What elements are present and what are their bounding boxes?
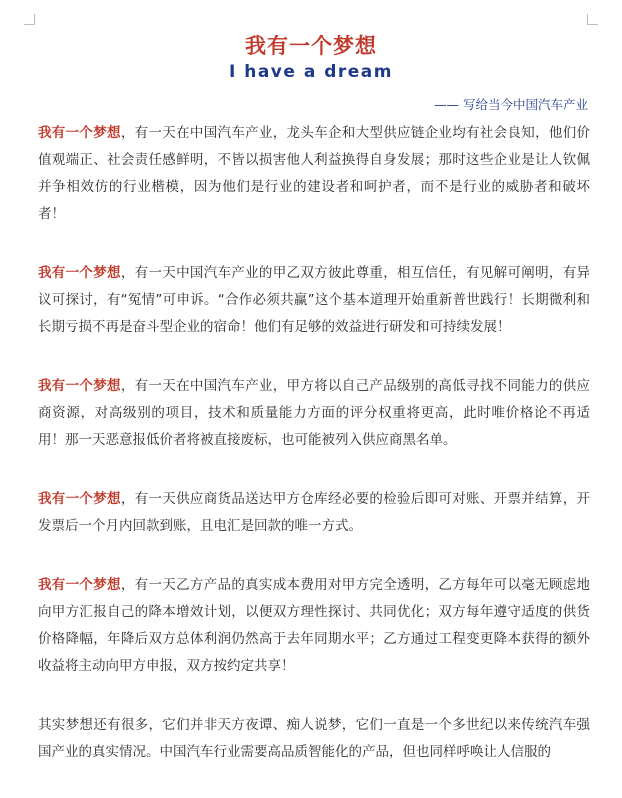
paragraph-lead: 我有一个梦想 [38, 265, 121, 281]
paragraph-6 [38, 712, 590, 766]
article-body [38, 120, 590, 798]
paragraph-text: ，有一天供应商货品送达甲方仓库经必要的检验后即可对账、开票并结算，开发票后一个月内回款到账，且电汇是回款的唯一方式。 [38, 491, 591, 534]
dedication-line: —— 写给当今中国汽车产业 [434, 97, 588, 112]
page-title: 我有一个梦想 [245, 34, 377, 58]
paragraph-text: ，有一天在中国汽车产业，甲方将以自己产品级别的高低寻找不同能力的供应商资源，对高级别的项目，技术和质量能力方面的评分权重将更高，此时唯价格论不再适用！那一天恶意报低价者将被直接废标，也可能被列入供应商黑名单。 [38, 378, 591, 448]
paragraph-3 [38, 373, 590, 454]
page-corner-mark-left [24, 14, 35, 25]
paragraph-lead: 我有一个梦想 [38, 577, 121, 593]
paragraph-2 [38, 260, 590, 341]
page-corner-mark-right [587, 14, 598, 25]
paragraph-lead: 我有一个梦想 [38, 378, 121, 394]
paragraph-1 [38, 120, 590, 228]
paragraph-lead: 我有一个梦想 [38, 491, 121, 507]
paragraph-text: ，有一天在中国汽车产业，龙头车企和大型供应链企业均有社会良知，他们价值观端正、社会责任感鲜明，不皆以损害他人利益换得自身发展；那时这些企业是让人钦佩并争相效仿的行业楷模，因为他们是行业的建设者和呵护者，而不是行业的威胁者和破坏者！ [38, 125, 591, 222]
paragraph-text: ，有一天中国汽车产业的甲乙双方彼此尊重，相互信任，有见解可阐明，有异议可探讨，有“冤情”可申诉。“合作必须共赢”这个基本道理开始重新普世践行！长期微利和长期亏损不再是奋斗型企业的宿命！他们有足够的效益进行研发和可持续发展！ [38, 265, 591, 335]
paragraph-text: 其实梦想还有很多，它们并非天方夜谭、痴人说梦，它们一直是一个多世纪以来传统汽车强国产业的真实情况。中国汽车行业需要高品质智能化的产品，但也同样呼唤让人信服的 [38, 717, 590, 760]
page-subtitle-english: I have a dream [228, 62, 393, 82]
paragraph-4 [38, 486, 590, 540]
paragraph-lead: 我有一个梦想 [38, 125, 121, 141]
paragraph-text: ，有一天乙方产品的真实成本费用对甲方完全透明，乙方每年可以毫无顾虑地向甲方汇报自己的降本增效计划，以便双方理性探讨、共同优化；双方每年遵守适度的供货价格降幅，年降后双方总体利润仍然高于去年同期水平；乙方通过工程变更降本获得的额外收益将主动向甲方申报，双方按约定共享！ [38, 577, 591, 674]
paragraph-5 [38, 572, 590, 680]
